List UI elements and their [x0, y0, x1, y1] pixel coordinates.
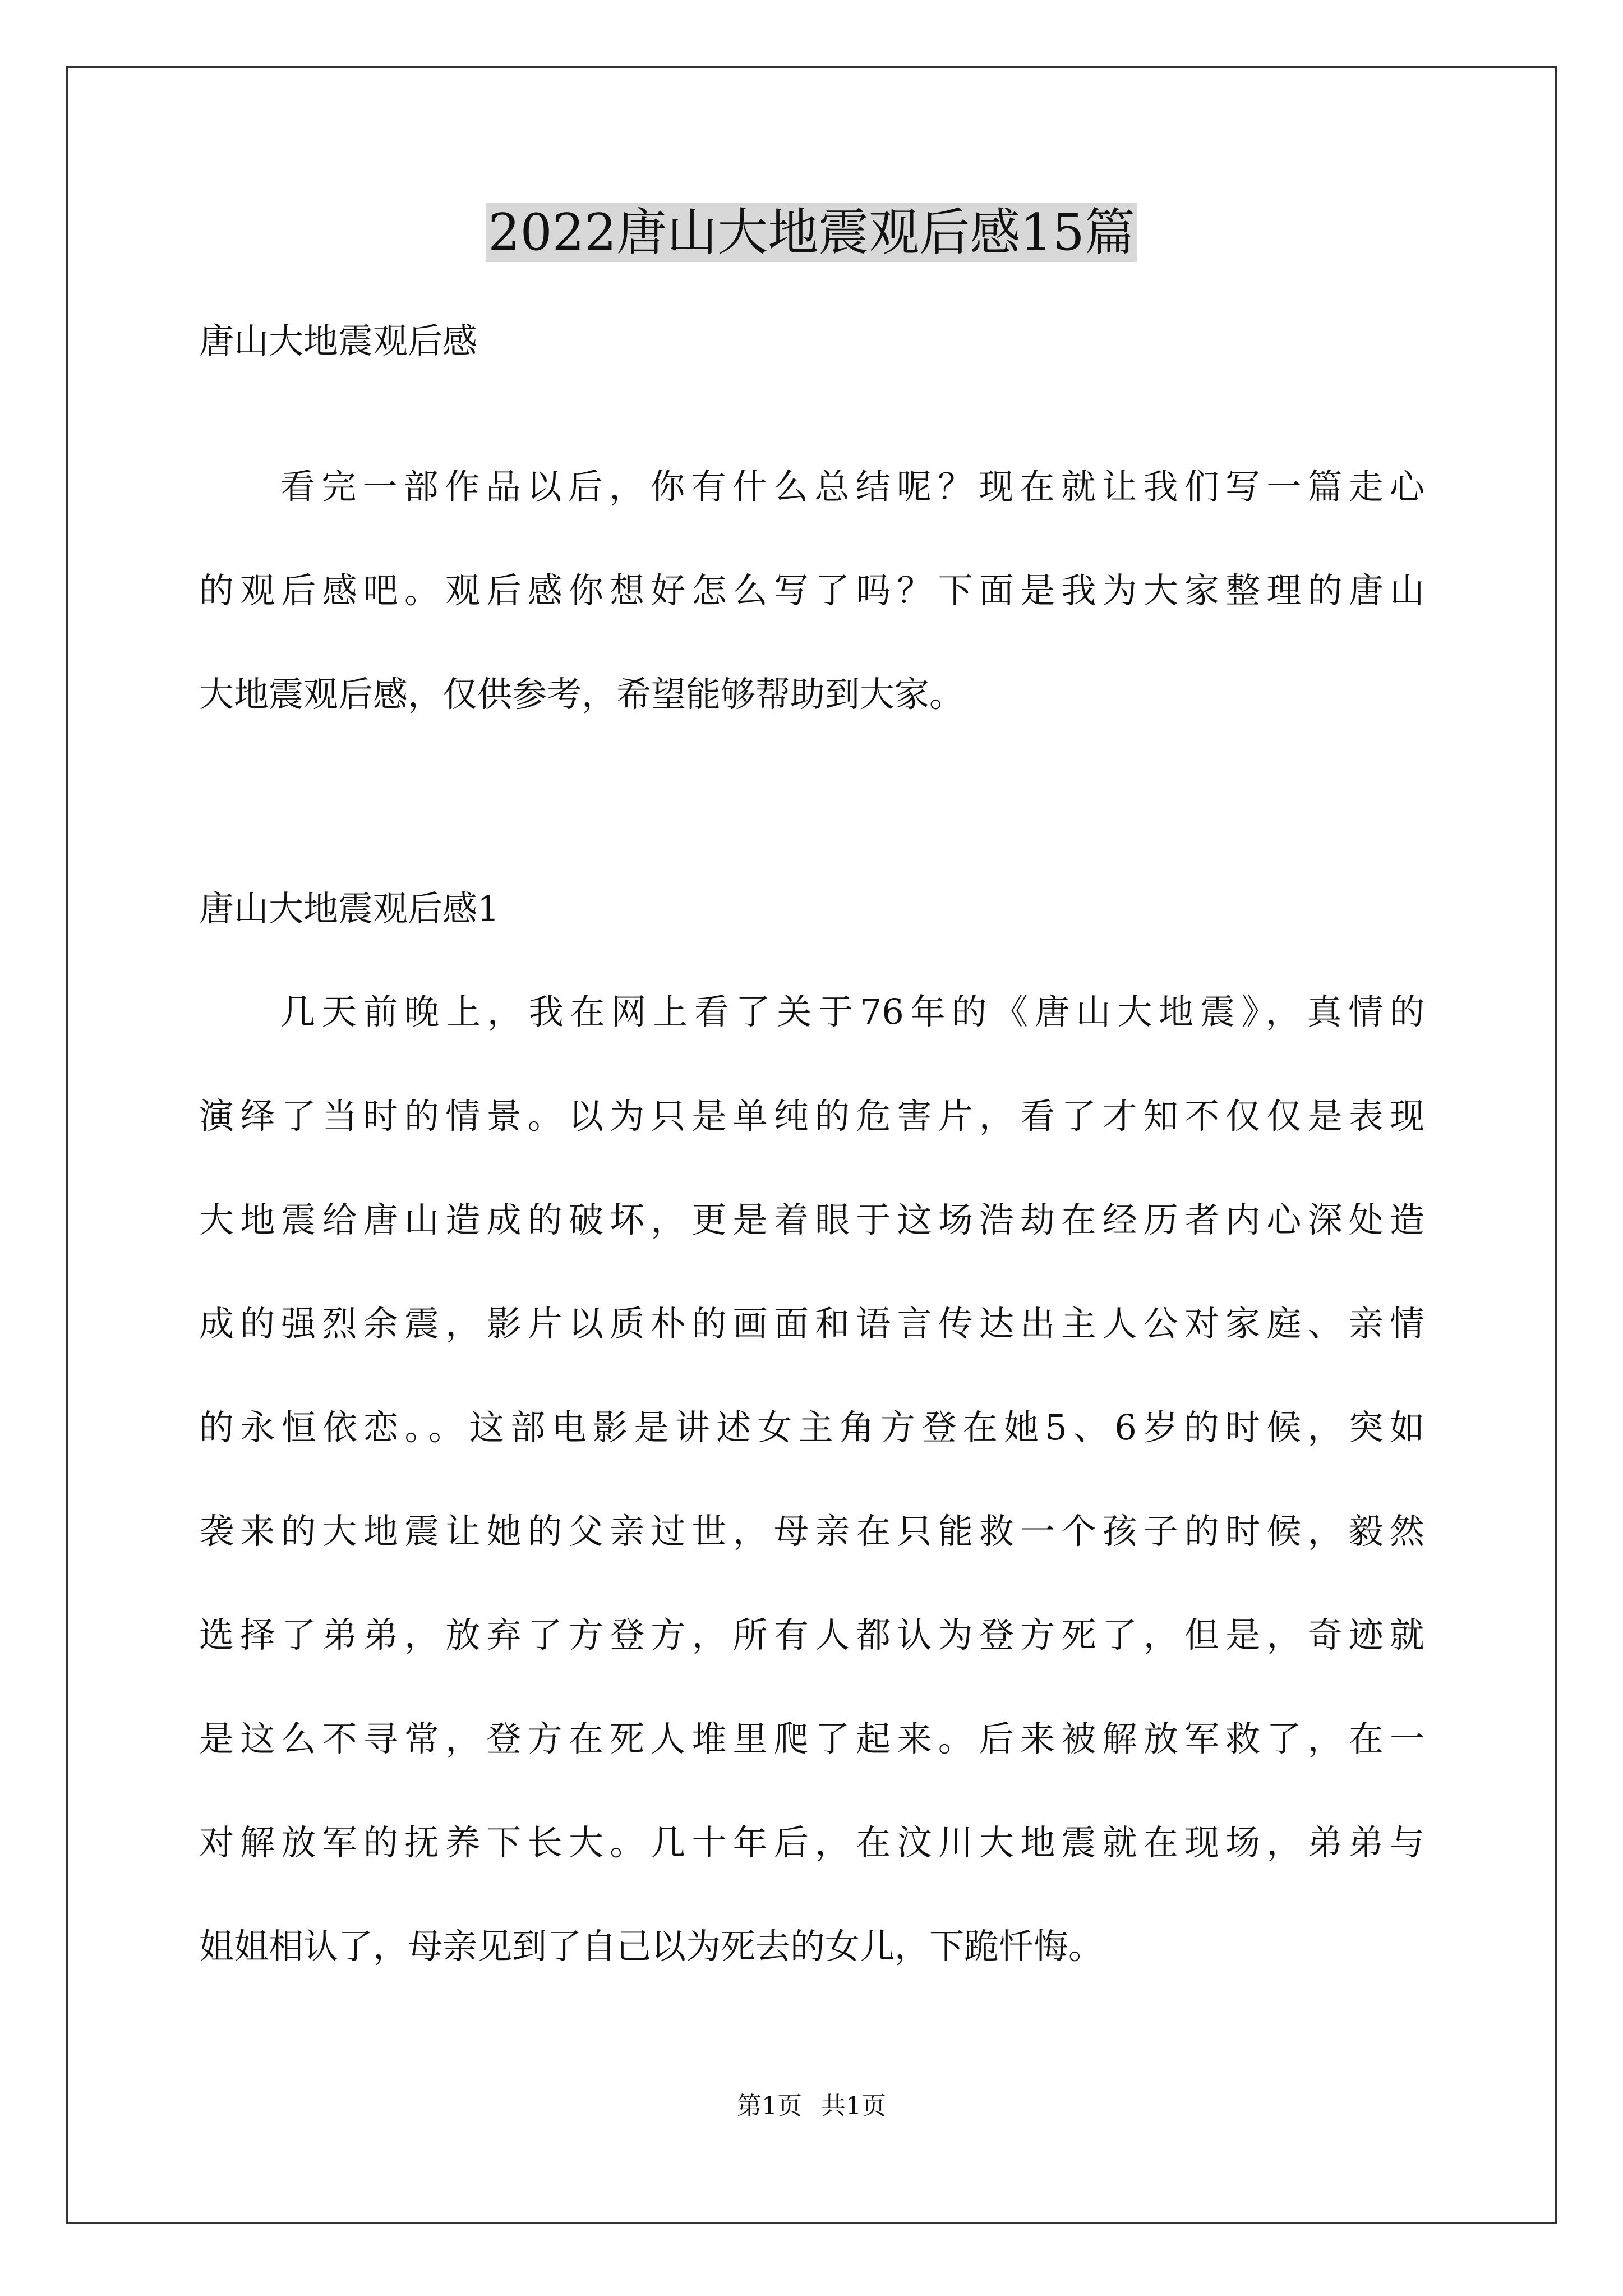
section1-line: 对解放军的抚养下长大。几十年后，在汶川大地震就在现场，弟弟与: [199, 1822, 1424, 1863]
section1-line: 选择了弟弟，放弃了方登方，所有人都认为登方死了，但是，奇迹就: [199, 1614, 1424, 1655]
section1-heading: 唐山大地震观后感1: [199, 888, 500, 929]
intro-line: 看完一部作品以后，你有什么总结呢？现在就让我们写一篇走心: [280, 466, 1424, 507]
section1-line: 姐姐相认了，母亲见到了自己以为死去的女儿，下跪忏悔。: [199, 1926, 1104, 1967]
intro-line: 大地震观后感，仅供参考，希望能够帮助到大家。: [199, 674, 965, 715]
section1-line: 袭来的大地震让她的父亲过世，母亲在只能救一个孩子的时候，毅然: [199, 1511, 1424, 1552]
section1-line: 成的强烈余震，影片以质朴的画面和语言传达出主人公对家庭、亲情: [199, 1303, 1424, 1344]
page-total: 共1页: [821, 2092, 886, 2120]
section1-line: 是这么不寻常，登方在死人堆里爬了起来。后来被解放军救了，在一: [199, 1718, 1424, 1759]
section1-line: 演绎了当时的情景。以为只是单纯的危害片，看了才知不仅仅是表现: [199, 1096, 1424, 1137]
section1-line: 几天前晚上，我在网上看了关于76年的《唐山大地震》，真情的: [280, 991, 1424, 1032]
page-footer: [0, 2091, 1623, 2122]
section1-line: 的永恒依恋。。这部电影是讲述女主角方登在她5、6岁的时候，突如: [199, 1407, 1424, 1448]
page-border: [66, 66, 1557, 2224]
section1-line: 大地震给唐山造成的破坏，更是着眼于这场浩劫在经历者内心深处造: [199, 1199, 1424, 1240]
intro-line: 的观后感吧。观后感你想好怎么写了吗？下面是我为大家整理的唐山: [199, 570, 1424, 611]
intro-heading: 唐山大地震观后感: [199, 320, 478, 361]
page-number: 第1页: [737, 2092, 802, 2120]
document-title: 2022唐山大地震观后感15篇: [0, 197, 1623, 268]
